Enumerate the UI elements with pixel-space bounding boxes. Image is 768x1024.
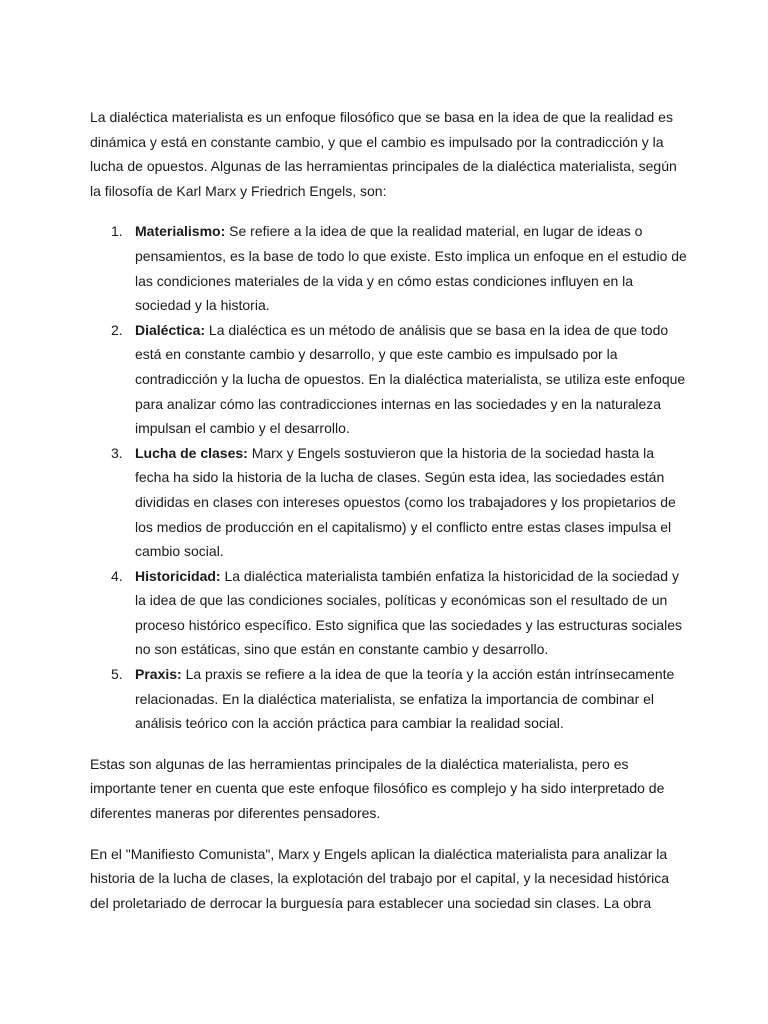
list-item-lucha-de-clases xyxy=(90,441,690,564)
list-item-term: Dialéctica: xyxy=(135,321,206,338)
list-item-term: Historicidad: xyxy=(135,567,221,584)
list-item-text: Se refiere a la idea de que la realidad material, en lugar de ideas o pensamientos, es la base de todo lo que existe. Esto implica un enfoque en el estudio de las condiciones materiales de la vida y en cómo estas condiciones influyen en la sociedad y la historia. xyxy=(135,223,687,314)
list-item-text: La dialéctica materialista también enfatiza la historicidad de la sociedad y la idea de que las condiciones sociales, políticas y económicas son el resultado de un proceso histórico específico. Esto significa que las sociedades y las estructuras sociales no son estáticas, sino que están en constante cambio y desarrollo. xyxy=(135,567,683,658)
list-item-historicidad xyxy=(90,564,690,662)
list-item-number: 2. xyxy=(111,321,123,338)
list-item-number: 5. xyxy=(111,666,123,683)
summary-paragraph: Estas son algunas de las herramientas principales de la dialéctica materialista, pero es importante tener en cuenta que este enfoque filosófico es complejo y ha sido interpretado de diferentes maneras por diferentes pensadores. xyxy=(90,755,665,822)
intro-paragraph: La dialéctica materialista es un enfoque filosófico que se basa en la idea de que la realidad es dinámica y está en constante cambio, y que el cambio es impulsado por la contradicción y la lucha de opuestos. Algunas de las herramientas principales de la dialéctica materialista, según la filosofía de Karl Marx y Friedrich Engels, son: xyxy=(90,109,677,199)
list-item-number: 1. xyxy=(111,223,123,240)
list-item-dialectica xyxy=(90,318,690,441)
list-item-term: Materialismo: xyxy=(135,223,226,240)
list-item-materialismo xyxy=(90,219,690,317)
list-item-number: 4. xyxy=(111,567,123,584)
list-item-number: 3. xyxy=(111,444,123,461)
list-item-term: Lucha de clases: xyxy=(135,444,248,461)
list-item-praxis xyxy=(90,662,690,736)
tools-list xyxy=(90,219,690,735)
list-item-text: La dialéctica es un método de análisis que se basa en la idea de que todo está en constante cambio y desarrollo, y que este cambio es impulsado por la contradicción y la lucha de opuestos. En la dialéctica materialista, se utiliza este enfoque para analizar cómo las contradicciones internas en las sociedades y en la naturaleza impulsan el cambio y el desarrollo. xyxy=(135,321,686,437)
list-item-text: Marx y Engels sostuvieron que la historia de la sociedad hasta la fecha ha sido la historia de la lucha de clases. Según esta idea, las sociedades están divididas en clases con intereses opuestos (como los trabajadores y los propietarios de los medios de producción en el capitalismo) y el conflicto entre estas clases impulsa el cambio social. xyxy=(135,444,676,560)
list-item-term: Praxis: xyxy=(135,666,182,683)
manifiesto-paragraph: En el "Manifiesto Comunista", Marx y Engels aplican la dialéctica materialista para analizar la historia de la lucha de clases, la explotación del trabajo por el capital, y la necesidad histórica del proletariado de derrocar la burguesía para establecer una sociedad sin clases. La obra xyxy=(90,845,670,911)
document-page xyxy=(90,105,690,931)
list-item-text: La praxis se refiere a la idea de que la teoría y la acción están intrínsecamente relacionadas. En la dialéctica materialista, se enfatiza la importancia de combinar el análisis teórico con la acción práctica para cambiar la realidad social. xyxy=(135,666,675,732)
